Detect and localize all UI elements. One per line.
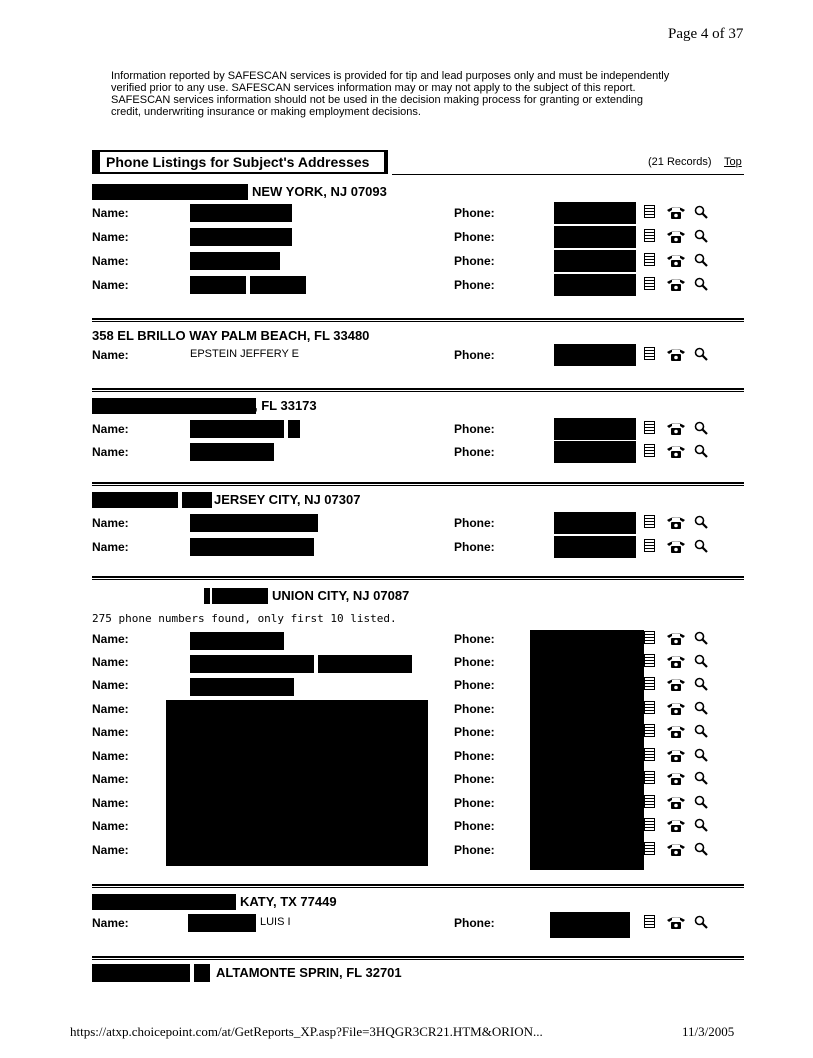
- redaction: [92, 398, 256, 414]
- search-icon[interactable]: [694, 654, 708, 668]
- row-actions: [644, 539, 714, 557]
- phone-icon[interactable]: [666, 229, 686, 243]
- listing-row: [92, 841, 744, 861]
- section-title: Phone Listings for Subject's Addresses: [92, 150, 388, 174]
- row-actions: [644, 724, 714, 742]
- search-icon[interactable]: [694, 515, 708, 529]
- row-actions: [644, 771, 714, 789]
- search-icon[interactable]: [694, 539, 708, 553]
- phone-label: Phone:: [454, 516, 495, 530]
- disclaimer-line: verified prior to any use. SAFESCAN services information may or may not apply to the subject of this report.: [111, 82, 636, 94]
- listing-row: [92, 770, 744, 790]
- phone-icon[interactable]: [666, 277, 686, 291]
- phone-label: Phone:: [454, 254, 495, 268]
- phone-label: Phone:: [454, 540, 495, 554]
- row-actions: [644, 842, 714, 860]
- name-label: Name:: [92, 632, 129, 646]
- search-icon[interactable]: [694, 421, 708, 435]
- phone-icon[interactable]: [666, 795, 686, 809]
- name-label: Name:: [92, 702, 129, 716]
- phone-label: Phone:: [454, 702, 495, 716]
- listing-row: [92, 443, 744, 463]
- listing-row: [92, 676, 744, 696]
- report-icon[interactable]: [644, 515, 655, 528]
- redaction: [550, 912, 630, 938]
- search-icon[interactable]: [694, 818, 708, 832]
- row-actions: [644, 444, 714, 462]
- redaction: [554, 202, 636, 224]
- top-link[interactable]: Top: [724, 156, 742, 168]
- name-label: Name:: [92, 843, 129, 857]
- redaction: [190, 252, 280, 270]
- listing-row: [92, 817, 744, 837]
- name-label: Name:: [92, 230, 129, 244]
- section-header: [92, 150, 744, 176]
- disclaimer-line: Information reported by SAFESCAN services is provided for tip and lead purposes only and must be independently: [111, 70, 670, 82]
- listing-row: [92, 252, 744, 272]
- redaction: [212, 588, 268, 604]
- row-actions: [644, 915, 714, 933]
- report-icon[interactable]: [644, 539, 655, 552]
- listing-row: [92, 346, 744, 366]
- listing-row: [92, 747, 744, 767]
- phone-label: Phone:: [454, 278, 495, 292]
- redaction: [92, 894, 236, 910]
- phone-label: Phone:: [454, 632, 495, 646]
- block-divider: [92, 482, 744, 486]
- name-label: Name:: [92, 254, 129, 268]
- footer-url: https://atxp.choicepoint.com/at/GetReports_XP.asp?File=3HQGR3CR21.HTM&ORION...: [70, 1024, 543, 1039]
- phone-icon[interactable]: [666, 701, 686, 715]
- phone-icon[interactable]: [666, 748, 686, 762]
- redaction: [288, 420, 300, 438]
- listing-row: [92, 204, 744, 224]
- block-divider: [92, 884, 744, 888]
- name-value: LUIS I: [260, 916, 291, 928]
- row-actions: [644, 748, 714, 766]
- listing-row: [92, 276, 744, 296]
- name-label: Name:: [92, 422, 129, 436]
- listing-row: [92, 700, 744, 720]
- address-text: UNION CITY, NJ 07087: [272, 588, 410, 603]
- search-icon[interactable]: [694, 229, 708, 243]
- phone-icon[interactable]: [666, 842, 686, 856]
- disclaimer-line: SAFESCAN services information should not be used in the decision making process for granting or extending: [111, 94, 643, 106]
- report-icon[interactable]: [644, 677, 655, 690]
- phone-label: Phone:: [454, 749, 495, 763]
- name-label: Name:: [92, 678, 129, 692]
- search-icon[interactable]: [694, 724, 708, 738]
- redaction: [190, 443, 274, 461]
- phone-label: Phone:: [454, 445, 495, 459]
- search-icon[interactable]: [694, 631, 708, 645]
- name-label: Name:: [92, 819, 129, 833]
- name-label: Name:: [92, 725, 129, 739]
- redaction: [194, 964, 210, 982]
- phone-icon[interactable]: [666, 915, 686, 929]
- row-actions: [644, 818, 714, 836]
- row-actions: [644, 347, 714, 365]
- name-label: Name:: [92, 772, 129, 786]
- name-label: Name:: [92, 540, 129, 554]
- row-actions: [644, 229, 714, 247]
- redaction: [190, 514, 318, 532]
- search-icon[interactable]: [694, 748, 708, 762]
- search-icon[interactable]: [694, 677, 708, 691]
- redaction: [250, 276, 306, 294]
- search-icon[interactable]: [694, 253, 708, 267]
- row-actions: [644, 631, 714, 649]
- report-icon[interactable]: [644, 795, 655, 808]
- listing-row: [92, 514, 744, 534]
- redaction: [190, 420, 284, 438]
- address-text: KATY, TX 77449: [240, 894, 337, 909]
- search-icon[interactable]: [694, 701, 708, 715]
- phone-label: Phone:: [454, 796, 495, 810]
- redaction: [554, 250, 636, 272]
- listing-row: [92, 723, 744, 743]
- search-icon[interactable]: [694, 347, 708, 361]
- report-icon[interactable]: [644, 205, 655, 218]
- search-icon[interactable]: [694, 795, 708, 809]
- name-label: Name:: [92, 206, 129, 220]
- redaction: [554, 226, 636, 248]
- redaction: [92, 492, 178, 508]
- redaction: [92, 184, 248, 200]
- phone-icon[interactable]: [666, 515, 686, 529]
- phone-icon[interactable]: [666, 771, 686, 785]
- search-icon[interactable]: [694, 915, 708, 929]
- redaction: [554, 274, 636, 296]
- report-icon[interactable]: [644, 421, 655, 434]
- phone-icon[interactable]: [666, 724, 686, 738]
- report-icon[interactable]: [644, 818, 655, 831]
- phone-icon[interactable]: [666, 631, 686, 645]
- redaction: [188, 914, 256, 932]
- redaction: [190, 276, 246, 294]
- section-rule: [392, 174, 744, 175]
- name-label: Name:: [92, 445, 129, 459]
- redaction: [318, 655, 412, 673]
- redaction: [190, 632, 284, 650]
- search-icon[interactable]: [694, 277, 708, 291]
- row-actions: [644, 421, 714, 439]
- row-actions: [644, 205, 714, 223]
- listing-row: [92, 794, 744, 814]
- name-label: Name:: [92, 278, 129, 292]
- name-label: Name:: [92, 916, 129, 930]
- phone-label: Phone:: [454, 206, 495, 220]
- redaction: [554, 512, 636, 534]
- listing-row: [92, 653, 744, 673]
- report-icon[interactable]: [644, 444, 655, 457]
- records-count: (21 Records): [648, 156, 712, 168]
- phone-icon[interactable]: [666, 421, 686, 435]
- row-actions: [644, 677, 714, 695]
- search-icon[interactable]: [694, 205, 708, 219]
- redaction: [554, 344, 636, 366]
- phone-label: Phone:: [454, 348, 495, 362]
- phone-icon[interactable]: [666, 444, 686, 458]
- row-actions: [644, 795, 714, 813]
- redaction: [190, 678, 294, 696]
- block-divider: [92, 318, 744, 322]
- redaction: [190, 655, 314, 673]
- phone-label: Phone:: [454, 678, 495, 692]
- results-note: 275 phone numbers found, only first 10 listed.: [92, 612, 397, 625]
- address-text: ALTAMONTE SPRIN, FL 32701: [216, 965, 402, 980]
- page-number: Page 4 of 37: [668, 26, 744, 42]
- search-icon[interactable]: [694, 771, 708, 785]
- block-divider: [92, 576, 744, 580]
- report-icon[interactable]: [644, 842, 655, 855]
- redaction: [190, 228, 292, 246]
- redaction: [92, 964, 190, 982]
- redaction: [182, 492, 212, 508]
- listing-row: [92, 914, 744, 934]
- phone-label: Phone:: [454, 655, 495, 669]
- phone-label: Phone:: [454, 819, 495, 833]
- phone-icon[interactable]: [666, 818, 686, 832]
- redaction: [190, 538, 314, 556]
- report-icon[interactable]: [644, 724, 655, 737]
- redaction: [204, 588, 210, 604]
- address-text: 358 EL BRILLO WAY PALM BEACH, FL 33480: [92, 328, 370, 343]
- redaction: [554, 441, 636, 463]
- phone-label: Phone:: [454, 843, 495, 857]
- name-label: Name:: [92, 749, 129, 763]
- phone-label: Phone:: [454, 422, 495, 436]
- address-text: NEW YORK, NJ 07093: [252, 184, 387, 199]
- listing-row: [92, 630, 744, 650]
- address-text: JERSEY CITY, NJ 07307: [214, 492, 361, 507]
- row-actions: [644, 253, 714, 271]
- listing-row: [92, 420, 744, 440]
- redaction: [554, 536, 636, 558]
- phone-icon[interactable]: [666, 654, 686, 668]
- phone-icon[interactable]: [666, 677, 686, 691]
- phone-label: Phone:: [454, 725, 495, 739]
- search-icon[interactable]: [694, 444, 708, 458]
- phone-icon[interactable]: [666, 205, 686, 219]
- disclaimer: [111, 70, 751, 118]
- report-icon[interactable]: [644, 771, 655, 784]
- phone-icon[interactable]: [666, 347, 686, 361]
- report-icon[interactable]: [644, 748, 655, 761]
- report-icon[interactable]: [644, 253, 655, 266]
- report-icon[interactable]: [644, 229, 655, 242]
- listing-row: [92, 538, 744, 558]
- row-actions: [644, 701, 714, 719]
- block-divider: [92, 956, 744, 960]
- search-icon[interactable]: [694, 842, 708, 856]
- report-icon[interactable]: [644, 347, 655, 360]
- name-value: EPSTEIN JEFFERY E: [190, 348, 300, 360]
- report-icon[interactable]: [644, 277, 655, 290]
- report-icon[interactable]: [644, 631, 655, 644]
- redaction: [554, 418, 636, 440]
- disclaimer-line: credit, underwriting insurance or making employment decisions.: [111, 106, 421, 118]
- name-label: Name:: [92, 516, 129, 530]
- name-label: Name:: [92, 348, 129, 362]
- name-label: Name:: [92, 796, 129, 810]
- redaction: [190, 204, 292, 222]
- row-actions: [644, 515, 714, 533]
- address-text: , FL 33173: [254, 398, 317, 413]
- phone-icon[interactable]: [666, 539, 686, 553]
- report-icon[interactable]: [644, 701, 655, 714]
- row-actions: [644, 654, 714, 672]
- block-divider: [92, 388, 744, 392]
- phone-label: Phone:: [454, 916, 495, 930]
- report-icon[interactable]: [644, 915, 655, 928]
- phone-label: Phone:: [454, 772, 495, 786]
- report-icon[interactable]: [644, 654, 655, 667]
- listing-row: [92, 228, 744, 248]
- phone-label: Phone:: [454, 230, 495, 244]
- footer-date: 11/3/2005: [682, 1024, 735, 1039]
- row-actions: [644, 277, 714, 295]
- name-label: Name:: [92, 655, 129, 669]
- phone-icon[interactable]: [666, 253, 686, 267]
